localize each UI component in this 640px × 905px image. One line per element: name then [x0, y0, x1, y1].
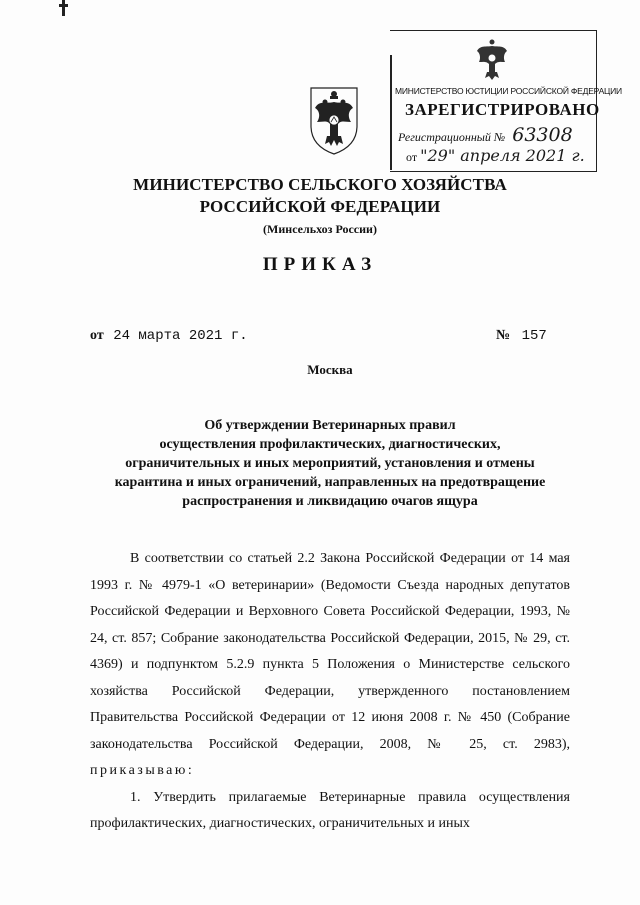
- stamp-reg-label: Регистрационный №: [398, 130, 506, 144]
- stamp-date-handwritten: "29" апреля 2021 г.: [420, 146, 585, 165]
- stamp-coat-of-arms-icon: [470, 36, 514, 84]
- preamble-text: В соответствии со статьей 2.2 Закона Российской Федерации от 14 мая 1993 г. № 4979-1 «О ветеринарии» (Ведомости Съезда народных депутатов Российской Федерации и Верховного Совета Российской Федерации, 1993, № 24, ст. 857; Собрание законодательства Российской Федерации, 2015, № 29, ст. 4369) и подпунктом 5.2.9 пункта 5 Положения о Министерстве сельского хозяйства Российской Федерации, утвержденного постановлением Правительства Российской Федерации от 12 июня 2008 г. № 450 (Собрание законодательства Российской Федерации, 2008, № 25, ст. 2983),: [90, 551, 570, 752]
- ministry-short-name: (Минсельхоз России): [263, 222, 377, 236]
- ministry-title-line2: РОССИЙСКОЙ ФЕДЕРАЦИИ: [199, 197, 441, 216]
- order-date: [90, 328, 248, 344]
- order-date-label: от: [90, 328, 104, 343]
- ministry-header: [90, 174, 550, 237]
- order-number-label: №: [496, 328, 511, 343]
- stamp-ministry-name: МИНИСТЕРСТВО ЮСТИЦИИ РОССИЙСКОЙ ФЕДЕРАЦИИ: [395, 86, 622, 96]
- order-directive: приказываю:: [90, 763, 195, 778]
- document-type-title: ПРИКАЗ: [262, 254, 378, 275]
- russian-coat-of-arms-icon: [303, 80, 365, 156]
- stamp-reg-number-handwritten: 63308: [512, 124, 573, 146]
- ministry-title-line1: МИНИСТЕРСТВО СЕЛЬСКОГО ХОЗЯЙСТВА: [133, 175, 507, 194]
- order-date-value: 24 марта 2021 г.: [113, 328, 248, 344]
- subject-line: карантина и иных ограничений, направленных на предотвращение: [114, 475, 546, 490]
- preamble-paragraph: [90, 546, 570, 785]
- stamp-date-label: от: [406, 150, 418, 164]
- stamp-registration-number: [398, 124, 573, 146]
- stamp-registered-label: ЗАРЕГИСТРИРОВАНО: [405, 100, 600, 119]
- order-number: [496, 328, 547, 344]
- order-body: [90, 546, 570, 838]
- scan-mark: [62, 0, 65, 16]
- item-1-paragraph: 1. Утвердить прилагаемые Ветеринарные правила осуществления профилактических, диагностических, ограничительных и иных: [90, 789, 570, 831]
- order-subject: [80, 416, 580, 511]
- order-number-value: 157: [521, 328, 547, 344]
- stamp-registration-date: [406, 146, 585, 165]
- subject-line: осуществления профилактических, диагностических,: [159, 437, 501, 452]
- subject-line: ограничительных и иных мероприятий, установления и отмены: [125, 456, 535, 471]
- subject-line: распространения и ликвидацию очагов ящура: [182, 494, 478, 509]
- order-city: Москва: [307, 362, 353, 377]
- subject-line: Об утверждении Ветеринарных правил: [204, 418, 456, 433]
